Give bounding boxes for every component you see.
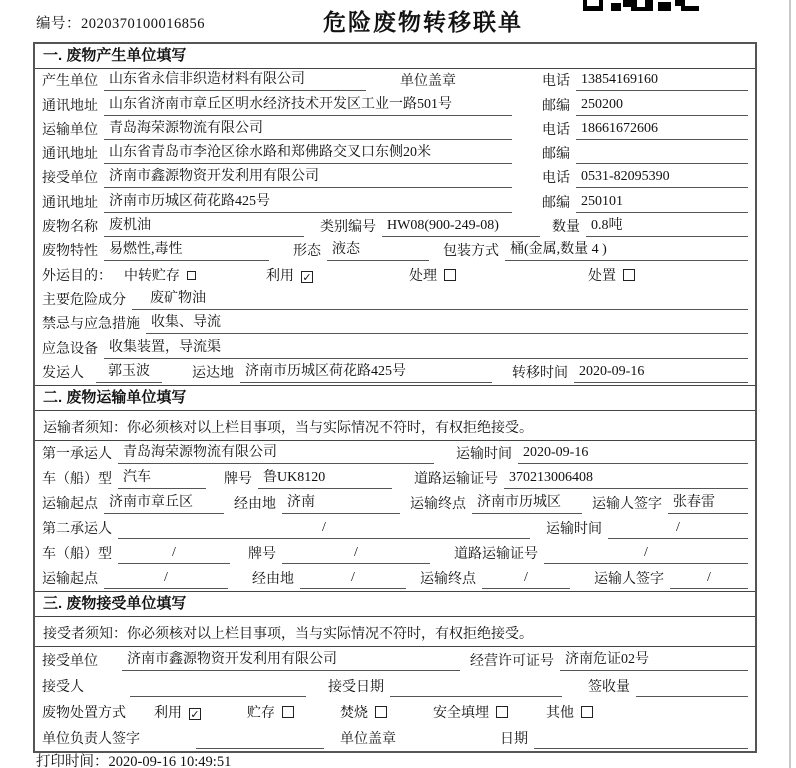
- disposal-other-label: 其他: [546, 705, 574, 721]
- option-disposal-incinerate: [340, 704, 387, 723]
- row-taboo-measures: [35, 312, 755, 336]
- disposal-landfill-checkbox: [496, 706, 508, 718]
- via2-label: 经由地: [252, 571, 294, 587]
- origin1-value: 济南市章丘区: [104, 493, 224, 514]
- receiver-value: [130, 677, 306, 697]
- phone2-value: 18661672606: [576, 119, 748, 140]
- origin1-label: 运输起点: [42, 496, 98, 512]
- disposal-utilize-label: 利用: [154, 705, 182, 721]
- row-producer-address: [35, 93, 755, 117]
- document-number-label: 编号：: [36, 16, 81, 32]
- disposal-utilize-checkbox: ✓: [190, 707, 200, 721]
- row-shipper: [35, 361, 755, 385]
- form-value: 液态: [327, 240, 429, 261]
- date-value: [534, 729, 748, 749]
- recv-unit-value: 济南市鑫源物资开发利用有限公司: [122, 650, 460, 671]
- page-edge-line: [789, 0, 791, 768]
- utilize-checkbox: ✓: [302, 270, 312, 284]
- row-route2: [35, 566, 755, 591]
- disposal-storage-label: 贮存: [247, 705, 275, 721]
- phone1-value: 13854169160: [576, 70, 748, 91]
- zip1-label: 邮编: [542, 98, 570, 114]
- end2-value: /: [482, 568, 570, 589]
- plate2-label: 牌号: [248, 546, 276, 562]
- receiver-notice: 接受者须知：你必须核对以上栏目事项，当与实际情况不符时，有权拒绝接受。: [35, 617, 755, 647]
- disposal-storage-checkbox: [282, 706, 294, 718]
- document-number-value: 2020370100016856: [81, 16, 205, 32]
- section3-title: 三. 废物接受单位填写: [35, 592, 755, 617]
- option-disposal-other: [546, 704, 593, 723]
- transport-unit-label: 运输单位: [42, 122, 98, 138]
- row-receive-unit3: [35, 647, 755, 673]
- addr3-value: 济南市历城区荷花路425号: [104, 192, 512, 213]
- option-dispose-label: 处置: [588, 268, 616, 284]
- option-disposal-storage: [247, 704, 294, 723]
- via1-label: 经由地: [234, 496, 276, 512]
- transporter-notice: 运输者须知：你必须核对以上栏目事项，当与实际情况不符时，有权拒绝接受。: [35, 411, 755, 441]
- shipper-label: 发运人: [42, 365, 84, 381]
- date-label: 日期: [500, 731, 528, 747]
- hazard-value: 废矿物油: [132, 289, 748, 310]
- receiver-label: 接受人: [42, 679, 84, 695]
- category-label: 类别编号: [320, 220, 376, 236]
- phone3-label: 电话: [542, 171, 570, 187]
- row-receiver-person: [35, 673, 755, 699]
- carrier2-label: 第二承运人: [42, 521, 112, 537]
- option-dispose: [588, 267, 635, 286]
- row-disposal-method: [35, 699, 755, 725]
- row-head-signature: [35, 725, 755, 751]
- unit-seal3-label: 单位盖章: [340, 731, 396, 747]
- page-title: 危险废物转移联单: [323, 9, 523, 35]
- taboo-value: 收集、导流: [146, 313, 748, 334]
- carrier2-value: /: [118, 518, 530, 539]
- vtype1-label: 车（船）型: [42, 471, 112, 487]
- destination-label: 运达地: [192, 365, 234, 381]
- character-value: 易燃性,毒性: [104, 240, 269, 261]
- end1-value: 济南市历城区: [472, 493, 582, 514]
- origin2-label: 运输起点: [42, 571, 98, 587]
- section2-title: 二. 废物运输单位填写: [35, 386, 755, 411]
- row-emergency-equipment: [35, 336, 755, 360]
- receive-unit-label: 接受单位: [42, 171, 98, 187]
- zip2-value: [576, 144, 748, 164]
- disposal-other-checkbox: [581, 706, 593, 718]
- time1-value: 2020-09-16: [518, 443, 748, 464]
- end1-label: 运输终点: [410, 496, 466, 512]
- treat-checkbox: [444, 269, 456, 281]
- road-license2-label: 道路运输证号: [454, 546, 538, 562]
- row-receiver-address: [35, 190, 755, 214]
- transport-unit-value: 青岛海荣源物流有限公司: [104, 119, 512, 140]
- zip3-value: 250101: [576, 192, 748, 213]
- quantity-label: 数量: [552, 220, 580, 236]
- manifest-form: [33, 42, 757, 753]
- plate1-label: 牌号: [224, 471, 252, 487]
- print-time-value: 2020-09-16 10:49:51: [108, 754, 232, 768]
- head-sign-value: [196, 729, 324, 749]
- hazard-label: 主要危险成分: [42, 292, 126, 308]
- row-transport-address: [35, 142, 755, 166]
- time2-value: /: [608, 518, 748, 539]
- taboo-label: 禁忌与应急措施: [42, 317, 140, 333]
- time1-label: 运输时间: [456, 446, 512, 462]
- receive-unit-value: 济南市鑫源物资开发利用有限公司: [104, 167, 512, 188]
- purpose-label: 外运目的：: [42, 268, 112, 284]
- transfer-time-label: 转移时间: [512, 365, 568, 381]
- plate1-value: 鲁UK8120: [258, 468, 392, 489]
- transfer-time-value: 2020-09-16: [574, 362, 748, 383]
- vtype2-label: 车（船）型: [42, 546, 112, 562]
- row-route1: [35, 491, 755, 516]
- qr-code-fragment-icon: [583, 0, 701, 11]
- option-transit-storage: [124, 267, 196, 286]
- transit-storage-checkbox: [187, 271, 196, 280]
- zip1-value: 250200: [576, 95, 748, 116]
- row-hazard-component: [35, 288, 755, 312]
- form-label: 形态: [293, 244, 321, 260]
- print-time-label: 打印时间：: [36, 754, 109, 768]
- phone2-label: 电话: [542, 122, 570, 138]
- waste-name-value: 废机油: [104, 216, 304, 237]
- sign2-value: /: [670, 568, 748, 589]
- produce-unit-value: 山东省永信非织造材料有限公司: [104, 70, 366, 91]
- phone3-value: 0531-82095390: [576, 167, 748, 188]
- shipper-value: 郭玉波: [96, 362, 162, 383]
- row-vehicle2: [35, 541, 755, 566]
- sign1-value: 张春雷: [668, 493, 748, 514]
- sign-quantity-label: 签收量: [588, 679, 630, 695]
- unit-seal-label: 单位盖章: [400, 74, 456, 90]
- equipment-value: 收集装置，导流渠: [104, 338, 748, 359]
- time2-label: 运输时间: [546, 521, 602, 537]
- vtype2-value: /: [118, 543, 230, 564]
- row-transfer-purpose: [35, 263, 755, 287]
- row-second-carrier: [35, 516, 755, 541]
- option-utilize: [266, 267, 313, 286]
- waste-name-label: 废物名称: [42, 220, 98, 236]
- option-treat-label: 处理: [409, 268, 437, 284]
- plate2-value: /: [282, 543, 430, 564]
- option-disposal-landfill: [433, 704, 508, 723]
- option-disposal-utilize: [154, 704, 201, 723]
- addr2-value: 山东省青岛市李沧区徐水路和郑佛路交叉口东侧20米: [104, 143, 512, 164]
- sign-quantity-value: [636, 677, 748, 697]
- receive-date-label: 接受日期: [328, 679, 384, 695]
- quantity-value: 0.8吨: [586, 216, 748, 237]
- carrier1-label: 第一承运人: [42, 446, 112, 462]
- option-utilize-label: 利用: [266, 268, 294, 284]
- produce-unit-label: 产生单位: [42, 74, 98, 90]
- phone1-label: 电话: [542, 74, 570, 90]
- road-license1-value: 370213006408: [504, 468, 748, 489]
- license-label: 经营许可证号: [470, 653, 554, 669]
- equipment-label: 应急设备: [42, 341, 98, 357]
- packing-value: 桶(金属,数量 4 ): [505, 240, 748, 261]
- sign1-label: 运输人签字: [592, 496, 662, 512]
- receive-date-value: [390, 677, 562, 697]
- row-receive-unit: [35, 166, 755, 190]
- row-produce-unit: [35, 69, 755, 93]
- road-license2-value: /: [544, 543, 748, 564]
- dispose-checkbox: [623, 269, 635, 281]
- row-waste-character: [35, 239, 755, 263]
- zip3-label: 邮编: [542, 195, 570, 211]
- recv-unit-label: 接受单位: [42, 653, 98, 669]
- disposal-label: 废物处置方式: [42, 705, 126, 721]
- disposal-incinerate-checkbox: [375, 706, 387, 718]
- via1-value: 济南: [282, 493, 400, 514]
- disposal-incinerate-label: 焚烧: [340, 705, 368, 721]
- row-vehicle1: [35, 466, 755, 491]
- end2-label: 运输终点: [420, 571, 476, 587]
- character-label: 废物特性: [42, 244, 98, 260]
- option-treat: [409, 267, 456, 286]
- carrier1-value: 青岛海荣源物流有限公司: [118, 443, 434, 464]
- addr1-label: 通讯地址: [42, 98, 98, 114]
- origin2-value: /: [104, 568, 228, 589]
- license-value: 济南危证02号: [560, 650, 748, 671]
- road-license1-label: 道路运输证号: [414, 471, 498, 487]
- disposal-landfill-label: 安全填埋: [433, 705, 489, 721]
- sign2-label: 运输人签字: [594, 571, 664, 587]
- print-time: [36, 750, 231, 768]
- row-first-carrier: [35, 441, 755, 466]
- row-transport-unit: [35, 118, 755, 142]
- option-transit-storage-label: 中转贮存: [124, 268, 180, 284]
- addr3-label: 通讯地址: [42, 195, 98, 211]
- row-waste-name: [35, 215, 755, 239]
- addr1-value: 山东省济南市章丘区明水经济技术开发区工业一路501号: [104, 95, 512, 116]
- category-value: HW08(900-249-08): [382, 216, 540, 237]
- section1-title: 一. 废物产生单位填写: [35, 44, 755, 69]
- section-waste-producer: [35, 44, 755, 385]
- section-waste-transporter: [35, 385, 755, 591]
- section-waste-receiver: [35, 591, 755, 751]
- head-sign-label: 单位负责人签字: [42, 731, 140, 747]
- destination-value: 济南市历城区荷花路425号: [240, 362, 492, 383]
- addr2-label: 通讯地址: [42, 147, 98, 163]
- packing-label: 包装方式: [443, 244, 499, 260]
- via2-value: /: [300, 568, 406, 589]
- zip2-label: 邮编: [542, 147, 570, 163]
- vtype1-value: 汽车: [118, 468, 206, 489]
